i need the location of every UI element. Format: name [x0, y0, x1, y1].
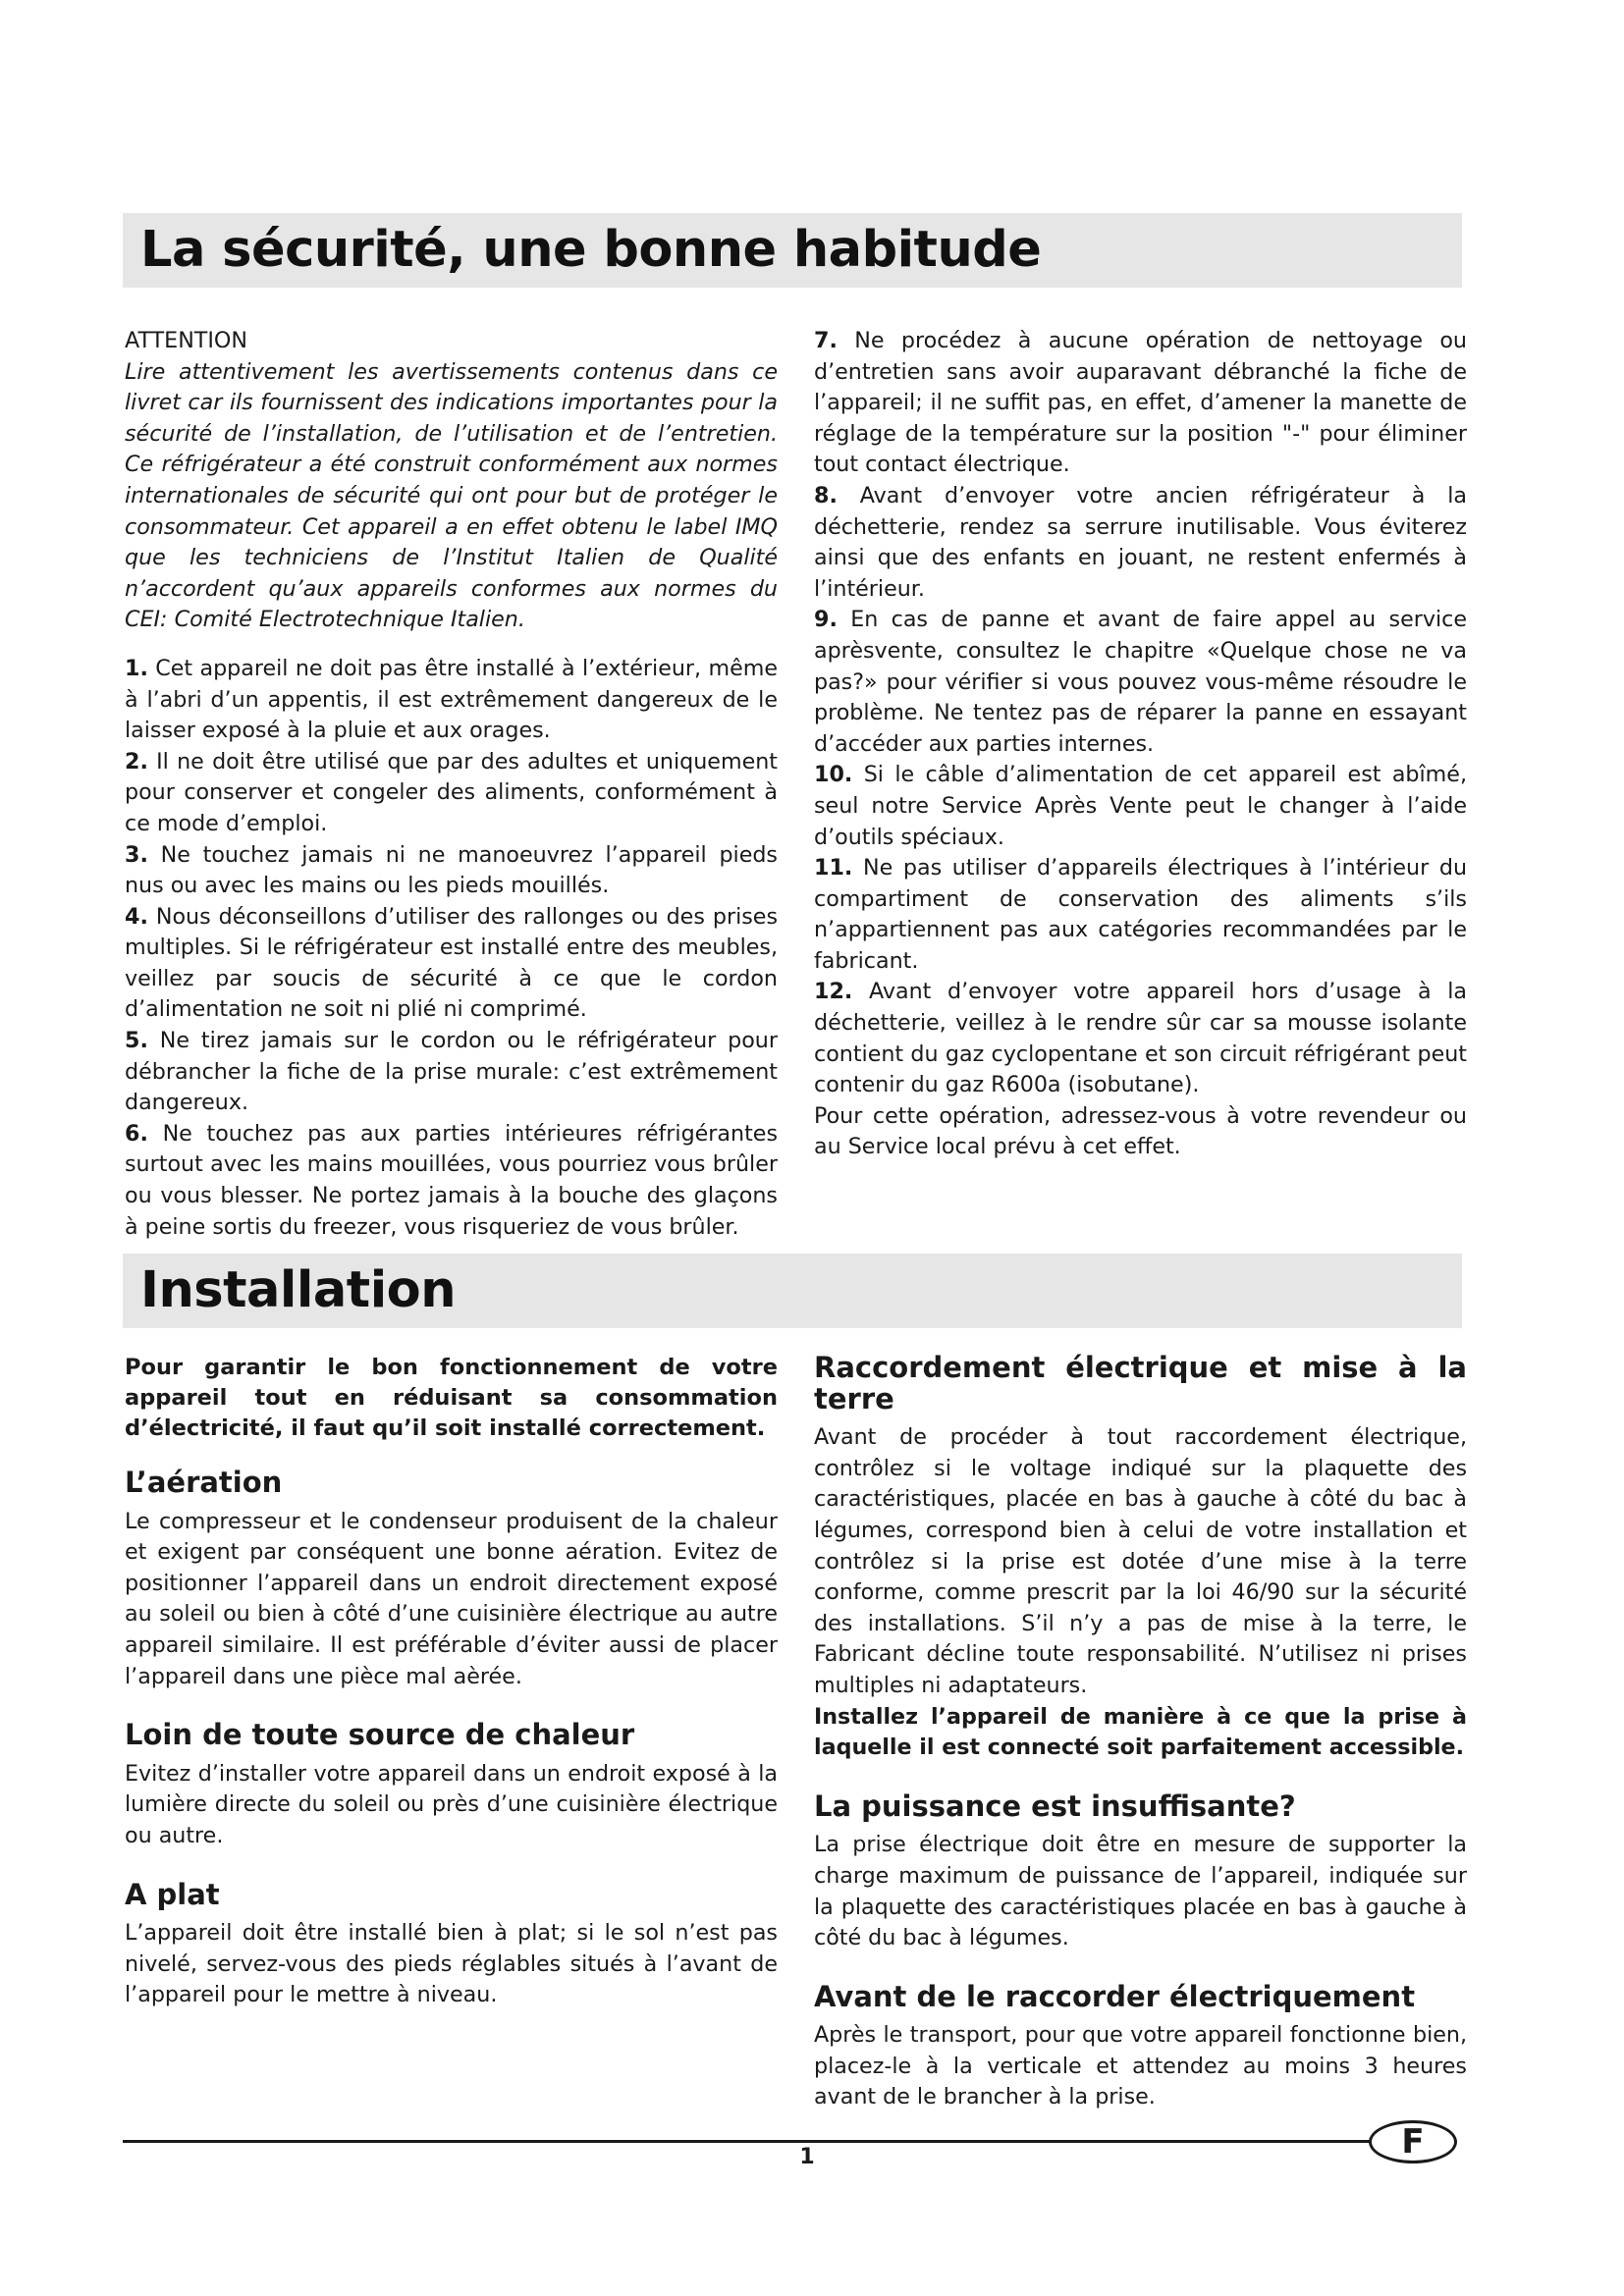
aeration-text: Le compresseur et le condenseur produisent de la chaleur et exigent par conséquent une bonne aération. Evitez de positionner l’appareil dans un endroit directement exposé au soleil ou bien à côté d’une cuisinière électrique au autre appareil similaire. Il est préférable d’éviter aussi de placer l’appareil dans une pièce mal aèrée.	[125, 1508, 778, 1689]
safety-item-12: 12. Avant d’envoyer votre appareil hors d’usage à la déchetterie, veillez à le rendre sûr car sa mousse isolante contient du gaz cyclopentane et son circuit réfrigérant peut contenir du gaz R600a (isobutane).	[814, 979, 1467, 1098]
safety-item-4: 4. Nous déconseillons d’utiliser des rallonges ou des prises multiples. Si le réfrigérateur est installé entre des meubles, veillez par soucis de sécurité à ce que le cordon d’alimentation ne soit ni plié ni comprimé.	[125, 903, 778, 1023]
plat-text: L’appareil doit être installé bien à plat; si le sol n’est pas nivelé, servez-vous des pieds réglables situés à l’avant de l’appareil pour le mettre à niveau.	[125, 1920, 778, 2008]
avant-heading: Avant de le raccorder électriquement	[814, 1979, 1416, 2013]
footer-rule	[123, 2140, 1370, 2143]
section-header-securite	[123, 213, 1462, 288]
section-header-installation	[123, 1254, 1462, 1328]
raccord-heading: Raccordement électrique et mise à la terre	[814, 1351, 1467, 1415]
page-number: 1	[799, 2145, 815, 2169]
attention-text: Lire attentivement les avertissements contenus dans ce livret car ils fournissent des indications importantes pour la sécurité de l’installation, de l’utilisation et de l’entretien. Ce réfrigérateur a été construit conformément aux normes internationales de sécurité qui ont pour but de protéger le consommateur. Cet appareil a en effet obtenu le label IMQ que les techniciens de l’Institut Italien de Qualité n’accordent qu’aux appareils conformes aux normes du CEI: Comité Electrotechnique Italien.	[125, 358, 778, 633]
puissance-text: La prise électrique doit être en mesure de supporter la charge maximum de puissance de l’appareil, indiquée sur la plaquette des caractéristiques placée en bas à gauche à côté du bac à légumes.	[814, 1832, 1467, 1951]
safety-item-1: 1. Cet appareil ne doit pas être installé à l’extérieur, même à l’abri d’un appentis, il est extrêmement dangereux de le laisser exposé à la pluie et aux orages.	[125, 655, 778, 744]
section-title-installation: Installation	[140, 1261, 457, 1319]
safety-item-10: 10. Si le câble d’alimentation de cet appareil est abîmé, seul notre Service Après Vente peut le changer à l’aide d’outils spéciaux.	[814, 762, 1467, 850]
safety-item-7: 7. Ne procédez à aucune opération de nettoyage ou d’entretien sans avoir auparavant débranché la fiche de l’appareil; il ne suffit pas, en effet, d’amener la manette de réglage de la température sur la position "-" pour éliminer tout contact électrique.	[814, 328, 1467, 478]
raccord-text: Avant de procéder à tout raccordement électrique, contrôlez si le voltage indiqué sur la plaquette des caractéristiques, placée en bas à gauche à côté du bac à légumes, correspond bien à celui de votre installation et contrôlez si la prise est dotée d’une mise à la terre conforme, comme prescrit par la loi 46/90 sur la sécurité des installations. S’il n’y a pas de mise à la terre, le Fabricant décline toute responsabilité. N’utilisez ni prises multiples ni adaptateurs.	[814, 1424, 1467, 1698]
securite-column-right	[814, 326, 1467, 1163]
chaleur-text: Evitez d’installer votre appareil dans un endroit exposé à la lumière directe du soleil ou près d’une cuisinière électrique ou autre.	[125, 1760, 778, 1848]
attention-label: ATTENTION	[125, 328, 247, 353]
safety-item-6: 6. Ne touchez pas aux parties intérieures réfrigérantes surtout avec les mains mouillées, vous pourriez vous brûler ou vous blesser. Ne portez jamais à la bouche des glaçons à peine sortis du freezer, vous risqueriez de vous brûler.	[125, 1120, 778, 1240]
puissance-heading: La puissance est insuffisante?	[814, 1789, 1296, 1823]
raccord-bold-note: Installez l’appareil de manière à ce que la prise à laquelle il est connecté soit parfaitement accessible.	[814, 1703, 1467, 1761]
safety-item-9: 9. En cas de panne et avant de faire appel au service aprèsvente, consultez le chapitre «Quelque chose ne va pas?» pour vérifier si vous pouvez vous-même résoudre le problème. Ne tentez pas de réparer la panne en essayant d’accéder aux parties internes.	[814, 607, 1467, 757]
safety-item-3: 3. Ne touchez jamais ni ne manoeuvrez l’appareil pieds nus ou avec les mains ou les pieds mouillés.	[125, 841, 778, 899]
safety-item-8: 8. Avant d’envoyer votre ancien réfrigérateur à la déchetterie, rendez sa serrure inutilisable. Vous éviterez ainsi que des enfants en jouant, ne restent enfermés à l’intérieur.	[814, 482, 1467, 602]
installation-column-left	[125, 1353, 778, 2011]
safety-item-2: 2. Il ne doit être utilisé que par des adultes et uniquement pour conserver et congeler des aliments, conformément à ce mode d’emploi.	[125, 748, 778, 836]
aeration-heading: L’aération	[125, 1466, 283, 1499]
language-badge: F	[1369, 2120, 1457, 2163]
plat-heading: A plat	[125, 1877, 220, 1911]
section-title-securite: La sécurité, une bonne habitude	[140, 221, 1042, 279]
installation-lead: Pour garantir le bon fonctionnement de votre appareil tout en réduisant sa consommation d’électricité, il faut qu’il soit installé correctement.	[125, 1355, 778, 1441]
safety-item-11: 11. Ne pas utiliser d’appareils électriques à l’intérieur du compartiment de conservation des aliments s’ils n’appartiennent pas aux catégories recommandées par le fabricant.	[814, 855, 1468, 974]
avant-text: Après le transport, pour que votre appareil fonctionne bien, placez-le à la verticale et attendez au moins 3 heures avant de le brancher à la prise.	[814, 2022, 1467, 2110]
chaleur-heading: Loin de toute source de chaleur	[125, 1718, 635, 1752]
safety-closing: Pour cette opération, adressez-vous à votre revendeur ou au Service local prévu à cet effet.	[814, 1102, 1467, 1160]
installation-column-right	[814, 1353, 1467, 2113]
safety-item-5: 5. Ne tirez jamais sur le cordon ou le réfrigérateur pour débrancher la fiche de la prise murale: c’est extrêmement dangereux.	[125, 1028, 778, 1116]
securite-column-left	[125, 326, 778, 1243]
